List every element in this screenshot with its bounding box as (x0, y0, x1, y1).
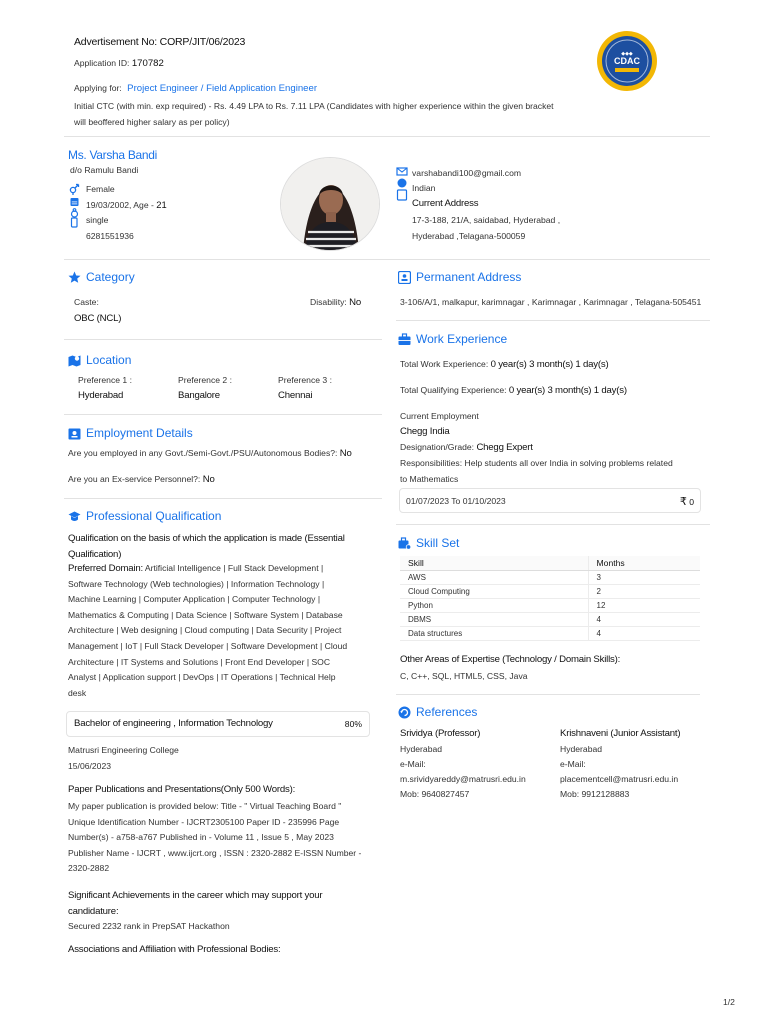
gender-icon (70, 187, 75, 192)
papers-line-3: Publisher Name - IJCRT , www.ijcrt.org , ISSN : 2320-2882 E-ISSN Number - (68, 847, 362, 858)
parent-name: d/o Ramulu Bandi (70, 165, 139, 175)
associations-label: Associations and Affiliation with Professional Bodies: (68, 944, 281, 955)
qualifying-experience-label: Total Qualifying Experience: (400, 385, 507, 395)
papers-line-0: My paper publication is provided below: Title - " Virtual Teaching Board " (68, 801, 342, 811)
reference-1-mob: Mob: 9640827457 (400, 789, 470, 799)
briefcase-icon (398, 333, 411, 346)
permanent-address: 3-106/A/1, malkapur, karimnagar , Karimnagar , Karimnagar , Telagana-505451 (400, 297, 702, 307)
achievements-label-line-1: Significant Achievements in the career which may support your (68, 890, 323, 901)
domain-line-4: Architecture | Web designing | Cloud computing | Data Security | Project (68, 625, 342, 636)
domain-line-0: Artificial Intelligence | Full Stack Development | (142, 563, 324, 573)
papers-line-4: 2320-2882 (68, 863, 110, 874)
rupee-icon: ₹ (679, 496, 687, 508)
domain-line-5: Management | IoT | Full Stack Developer | Software Development | Cloud (68, 640, 348, 651)
degree-card (66, 711, 370, 737)
star-icon (68, 271, 81, 284)
mail-icon (397, 168, 407, 175)
address-icon (398, 190, 407, 200)
skills-title: Skill Set (416, 536, 460, 550)
papers-label: Paper Publications and Presentations(Only 500 Words): (68, 784, 296, 795)
employment-period: 01/07/2023 To 01/10/2023 (406, 496, 506, 506)
reference-1-email-label: e-Mail: (400, 759, 426, 769)
achievements-label (68, 888, 322, 920)
disability-value: No (349, 297, 362, 308)
table-row (400, 627, 700, 641)
pref-2-label: Preference 2 : (178, 375, 232, 385)
preferred-domain (68, 561, 378, 701)
page-number: 1/2 (723, 997, 735, 1007)
total-experience-value: 0 year(s) 3 month(s) 1 day(s) (490, 359, 609, 370)
candidate-name: Ms. Varsha Bandi (68, 148, 158, 162)
achievements-label-line-2: candidature: (68, 906, 119, 917)
table-row (400, 585, 700, 599)
domain-line-8: desk (68, 687, 87, 698)
domain-line-2: Machine Learning | Computer Application | Computer Technology | (68, 594, 321, 605)
contact-icons (396, 167, 408, 203)
ex-service-question: Are you an Ex-service Personnel?: (68, 474, 201, 484)
other-expertise: C, C++, SQL, HTML5, CSS, Java (400, 671, 528, 681)
responsibilities-line-2: to Mathematics (400, 473, 459, 484)
current-address-label: Current Address (412, 198, 479, 209)
category-title: Category (86, 270, 135, 284)
reference-1-name: Srividya (Professor) (400, 728, 481, 739)
skill-months: 4 (588, 613, 700, 627)
reference-2 (560, 726, 680, 802)
pref-2-value: Bangalore (178, 390, 220, 401)
reference-2-name: Krishnaveni (Junior Assistant) (560, 728, 681, 739)
degree-name: Bachelor of engineering , Information Technology (74, 718, 273, 729)
qualifying-experience (400, 385, 627, 396)
domain-line-1: Software Technology (Web technologies) | Information Technology | (68, 578, 325, 589)
skill-name: Python (400, 599, 588, 613)
skills-header-skill: Skill (400, 556, 588, 571)
skill-months: 12 (588, 599, 700, 613)
references-heading (398, 705, 477, 719)
pref-3-value: Chennai (278, 390, 313, 401)
table-row (400, 599, 700, 613)
salary (680, 495, 694, 508)
age: 21 (156, 199, 167, 210)
total-experience-label: Total Work Experience: (400, 359, 489, 369)
application-id (74, 56, 164, 71)
current-address-line-2: Hyderabad ,Telagana-500059 (412, 231, 526, 241)
reference-1-city: Hyderabad (400, 744, 443, 754)
designation-value: Chegg Expert (476, 442, 533, 453)
degree-percent: 80% (344, 719, 362, 729)
skill-name: DBMS (400, 613, 588, 627)
calendar-icon (71, 198, 79, 206)
candidate-photo (280, 157, 380, 251)
reference-1 (400, 726, 526, 802)
applying-for (74, 81, 317, 96)
nationality: Indian (412, 183, 436, 193)
graduation-icon (68, 510, 81, 523)
preferred-domain-label: Preferred Domain: (68, 563, 143, 574)
advertisement-number: Advertisement No: CORP/JIT/06/2023 (74, 36, 246, 48)
permanent-address-title: Permanent Address (416, 270, 522, 284)
caste-label: Caste: (74, 297, 99, 307)
phone-number: 6281551936 (86, 231, 134, 241)
govt-employed-question: Are you employed in any Govt./Semi-Govt./PSU/Autonomous Bodies?: (68, 448, 338, 458)
reference-2-mob: Mob: 9912128883 (560, 789, 630, 799)
company-name: Chegg India (400, 426, 450, 437)
employment-heading (68, 426, 193, 440)
papers-line-2: Number(s) - a758-a767 Published in - Volume 11 , Issue 5 , May 2023 (68, 832, 334, 843)
map-icon (68, 354, 81, 367)
employment-title: Employment Details (86, 426, 193, 440)
skills-table (400, 556, 700, 641)
applying-for-label: Applying for: (74, 83, 122, 93)
marital-status: single (86, 215, 109, 225)
skill-name: Data structures (400, 627, 588, 641)
designation (400, 442, 533, 453)
profile-icons-svg (69, 183, 81, 235)
qualifying-experience-value: 0 year(s) 3 month(s) 1 day(s) (508, 385, 627, 396)
other-expertise-label: Other Areas of Expertise (Technology / Domain Skills): (400, 654, 621, 665)
domain-line-7: Analyst | Application support | DevOps | IT Operations | Technical Help (68, 672, 336, 683)
designation-label: Designation/Grade: (400, 442, 475, 452)
skill-months: 4 (588, 627, 700, 641)
pref-1-value: Hyderabad (78, 390, 124, 401)
college-name: Matrusri Engineering College (68, 745, 179, 755)
disability-label: Disability: (310, 297, 347, 307)
qualification-title: Professional Qualification (86, 509, 222, 523)
pref-3-label: Preference 3 : (278, 375, 332, 385)
domain-line-6: Architecture | IT Systems and Solutions | Front End Developer | SOC (68, 656, 331, 667)
references-title: References (416, 705, 478, 719)
skills-header-row (400, 556, 700, 571)
responsibilities (400, 456, 673, 487)
papers-line-1: Unique Identification Number - IJCRT2305100 Paper ID - 235996 Page (68, 816, 340, 827)
reference-1-email: m.srividyareddy@matrusri.edu.in (400, 774, 526, 784)
skill-months: 2 (588, 585, 700, 599)
domain-line-3: Mathematics & Computing | Data Science | Software System | Database (68, 609, 343, 620)
rings-icon (72, 209, 78, 217)
skills-heading (398, 536, 459, 550)
category-heading (68, 270, 135, 284)
address-card-icon (398, 271, 411, 284)
dob-age (86, 197, 167, 213)
salary-value: 0 (689, 497, 694, 507)
reference-2-email-label: e-Mail: (560, 759, 586, 769)
ctc-line-2: will beoffered higher salary as per policy) (74, 117, 230, 127)
current-address-line-1: 17-3-188, 21/A, saidabad, Hyderabad , (412, 215, 561, 225)
skill-name: AWS (400, 571, 588, 585)
dob: 19/03/2002, Age - (86, 200, 157, 210)
govt-employed-answer: No (339, 448, 352, 459)
location-heading (68, 353, 131, 367)
work-title: Work Experience (416, 332, 508, 346)
papers-text (68, 799, 380, 877)
application-id-label: Application ID: (74, 58, 130, 68)
caste-value: OBC (NCL) (74, 313, 122, 324)
refresh-icon (398, 706, 411, 719)
qualification-basis-line-2: Qualification) (68, 549, 122, 560)
id-badge-icon (68, 427, 81, 440)
logo-text: CDAC (614, 56, 640, 66)
total-experience (400, 359, 608, 370)
work-heading (398, 332, 507, 346)
pref-1-label: Preference 1 : (78, 375, 132, 385)
location-title: Location (86, 353, 132, 367)
qualification-basis-line-1: Qualification on the basis of which the application is made (Essential (68, 533, 345, 544)
qualification-heading (68, 509, 221, 523)
table-row (400, 571, 700, 585)
svg-text:◆◆◆: ◆◆◆ (621, 51, 633, 57)
disability (310, 297, 361, 308)
permanent-address-heading (398, 270, 521, 284)
ex-service (68, 474, 215, 485)
skill-name: Cloud Computing (400, 585, 588, 599)
current-employment-label: Current Employment (400, 411, 479, 421)
graduation-date: 15/06/2023 (68, 761, 112, 771)
qualification-basis (68, 531, 345, 563)
globe-icon (398, 179, 407, 188)
toolbox-icon (398, 537, 411, 550)
gender: Female (86, 184, 115, 194)
email: varshabandi100@gmail.com (412, 168, 522, 178)
table-row (400, 613, 700, 627)
ctc-line-1: Initial CTC (with min. exp required) - Rs. 4.49 LPA to Rs. 7.11 LPA (Candidates with higher experience within the given bracket (74, 101, 554, 111)
applying-for-post: Project Engineer / Field Application Engineer (127, 83, 318, 94)
employment-period-card (399, 488, 701, 513)
achievement-text: Secured 2232 rank in PrepSAT Hackathon (68, 921, 230, 931)
ex-service-answer: No (202, 474, 215, 485)
responsibilities-line-1: Responsibilities: Help students all over India in solving problems related (400, 458, 673, 468)
cdac-logo (596, 30, 658, 92)
reference-2-email: placementcell@matrusri.edu.in (560, 774, 679, 784)
reference-2-city: Hyderabad (560, 744, 603, 754)
phone-icon (72, 218, 78, 227)
application-id-value: 170782 (131, 58, 164, 69)
profile-icons (69, 183, 81, 237)
skill-months: 3 (588, 571, 700, 585)
skills-header-months: Months (588, 556, 700, 571)
govt-employed (68, 448, 352, 459)
